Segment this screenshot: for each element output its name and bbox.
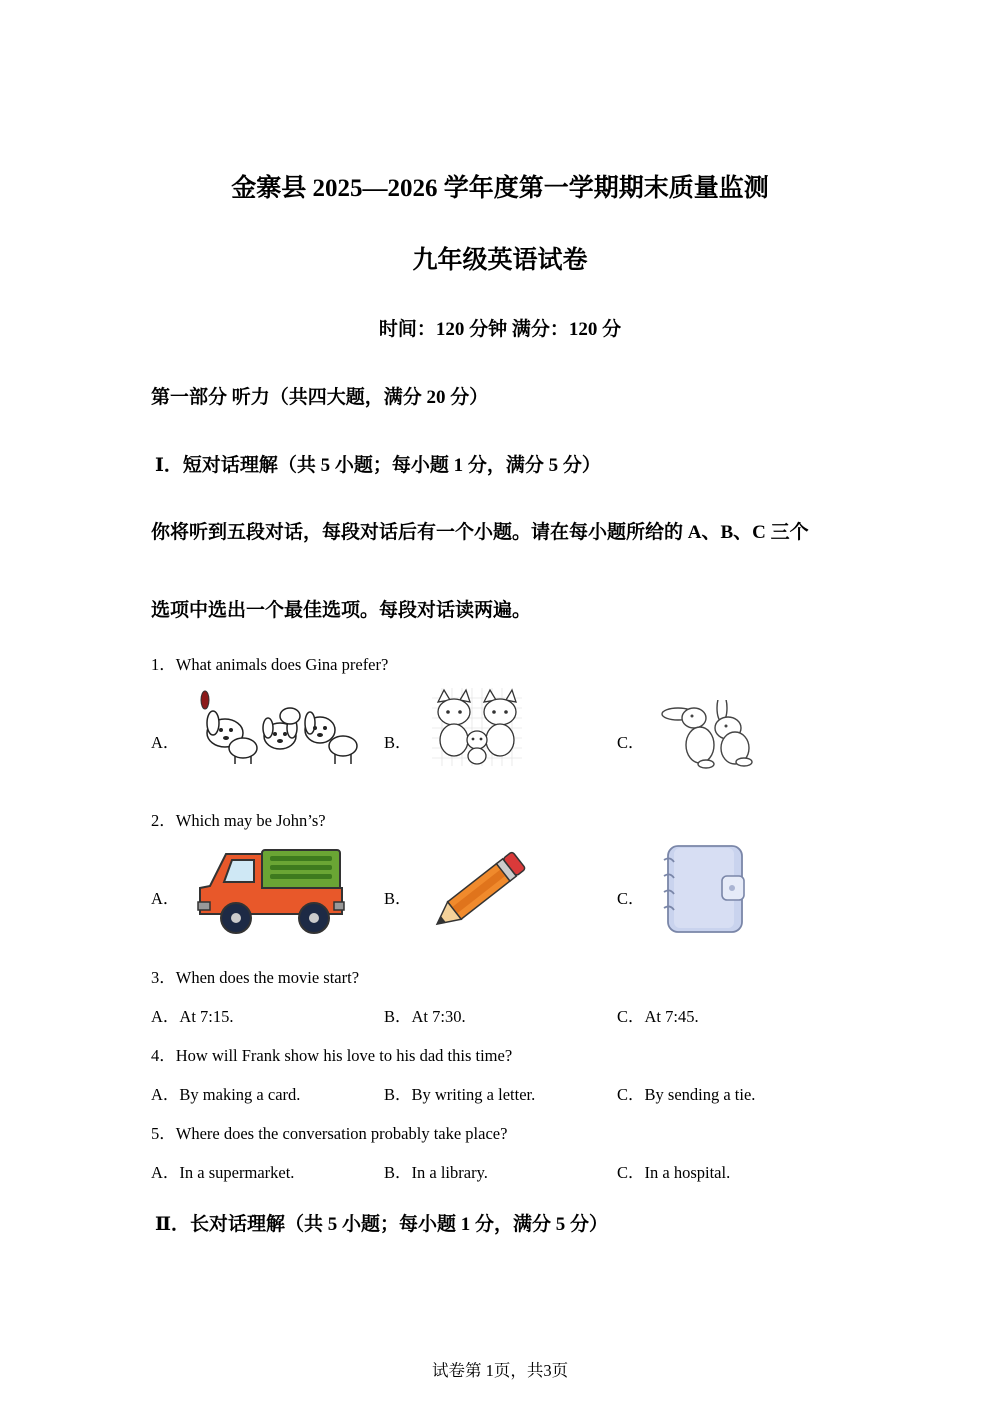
q5-option-b	[384, 1159, 488, 1183]
option-text: By writing a letter.	[411, 1085, 536, 1104]
q5-option-c	[617, 1159, 730, 1183]
option-letter: C．	[617, 1007, 645, 1026]
question-text: Where does the conversation probably take place?	[175, 1124, 508, 1143]
toy-truck-icon	[196, 848, 348, 938]
question-text: How will Frank show his love to his dad this time?	[175, 1046, 513, 1065]
question-2	[151, 807, 326, 831]
option-letter: C．	[617, 1085, 645, 1104]
question-number: 2．	[151, 811, 176, 830]
question-5	[151, 1120, 507, 1144]
q5-option-a	[151, 1159, 294, 1183]
q2-option-b-letter: B．	[384, 889, 412, 908]
option-letter: B．	[384, 1085, 412, 1104]
exam-title: 金寨县 2025—2026 学年度第一学期期末质量监测	[231, 175, 769, 202]
option-letter: B．	[384, 1163, 412, 1182]
q3-option-b	[384, 1003, 466, 1027]
option-text: In a library.	[411, 1163, 488, 1182]
section1-heading: Ⅰ．短对话理解（共 5 小题；每小题 1 分，满分 5 分）	[155, 455, 601, 476]
option-letter: A．	[151, 1085, 180, 1104]
question-3	[151, 964, 359, 988]
question-text: When does the movie start?	[175, 968, 360, 987]
question-number: 4．	[151, 1046, 176, 1065]
part1-heading: 第一部分 听力（共四大题，满分 20 分）	[151, 387, 489, 408]
question-4	[151, 1042, 512, 1066]
option-text: In a hospital.	[644, 1163, 731, 1182]
cats-icon	[432, 688, 522, 766]
option-text: By making a card.	[179, 1085, 301, 1104]
option-text: At 7:30.	[411, 1007, 466, 1026]
pencil-icon	[430, 846, 532, 936]
option-letter: A．	[151, 1163, 180, 1182]
option-letter: C．	[617, 1163, 645, 1182]
option-text: At 7:15.	[179, 1007, 234, 1026]
question-number: 5．	[151, 1124, 176, 1143]
question-text: Which may be John’s?	[175, 811, 326, 830]
option-letter: A．	[151, 1007, 180, 1026]
exam-subtitle: 九年级英语试卷	[412, 247, 588, 274]
rabbits-icon	[660, 700, 755, 770]
q3-option-a	[151, 1003, 234, 1027]
dogs-icon	[195, 688, 365, 768]
option-text: By sending a tie.	[644, 1085, 756, 1104]
page-footer: 试卷第 1页，共3页	[431, 1361, 569, 1380]
q1-option-b-letter: B．	[384, 733, 412, 752]
q4-option-b	[384, 1081, 535, 1105]
question-1	[151, 651, 388, 675]
question-number: 3．	[151, 968, 176, 987]
time-info: 时间：120 分钟 满分：120 分	[378, 319, 622, 340]
option-text: In a supermarket.	[179, 1163, 295, 1182]
notebook-icon	[660, 842, 746, 936]
section1-instruction-line2: 选项中选出一个最佳选项。每段对话读两遍。	[151, 600, 532, 621]
option-letter: B．	[384, 1007, 412, 1026]
q1-option-a-letter: A．	[151, 733, 180, 752]
question-number: 1．	[151, 655, 176, 674]
q2-option-a-letter: A．	[151, 889, 180, 908]
q3-option-c	[617, 1003, 699, 1027]
question-text: What animals does Gina prefer?	[175, 655, 389, 674]
q2-option-c-letter: C．	[617, 889, 645, 908]
section1-instruction-line1: 你将听到五段对话，每段对话后有一个小题。请在每小题所给的 A、B、C 三个	[151, 522, 809, 543]
section2-heading: Ⅱ．长对话理解（共 5 小题；每小题 1 分，满分 5 分）	[155, 1214, 609, 1235]
option-text: At 7:45.	[644, 1007, 699, 1026]
q4-option-c	[617, 1081, 755, 1105]
q4-option-a	[151, 1081, 300, 1105]
q1-option-c-letter: C．	[617, 733, 645, 752]
